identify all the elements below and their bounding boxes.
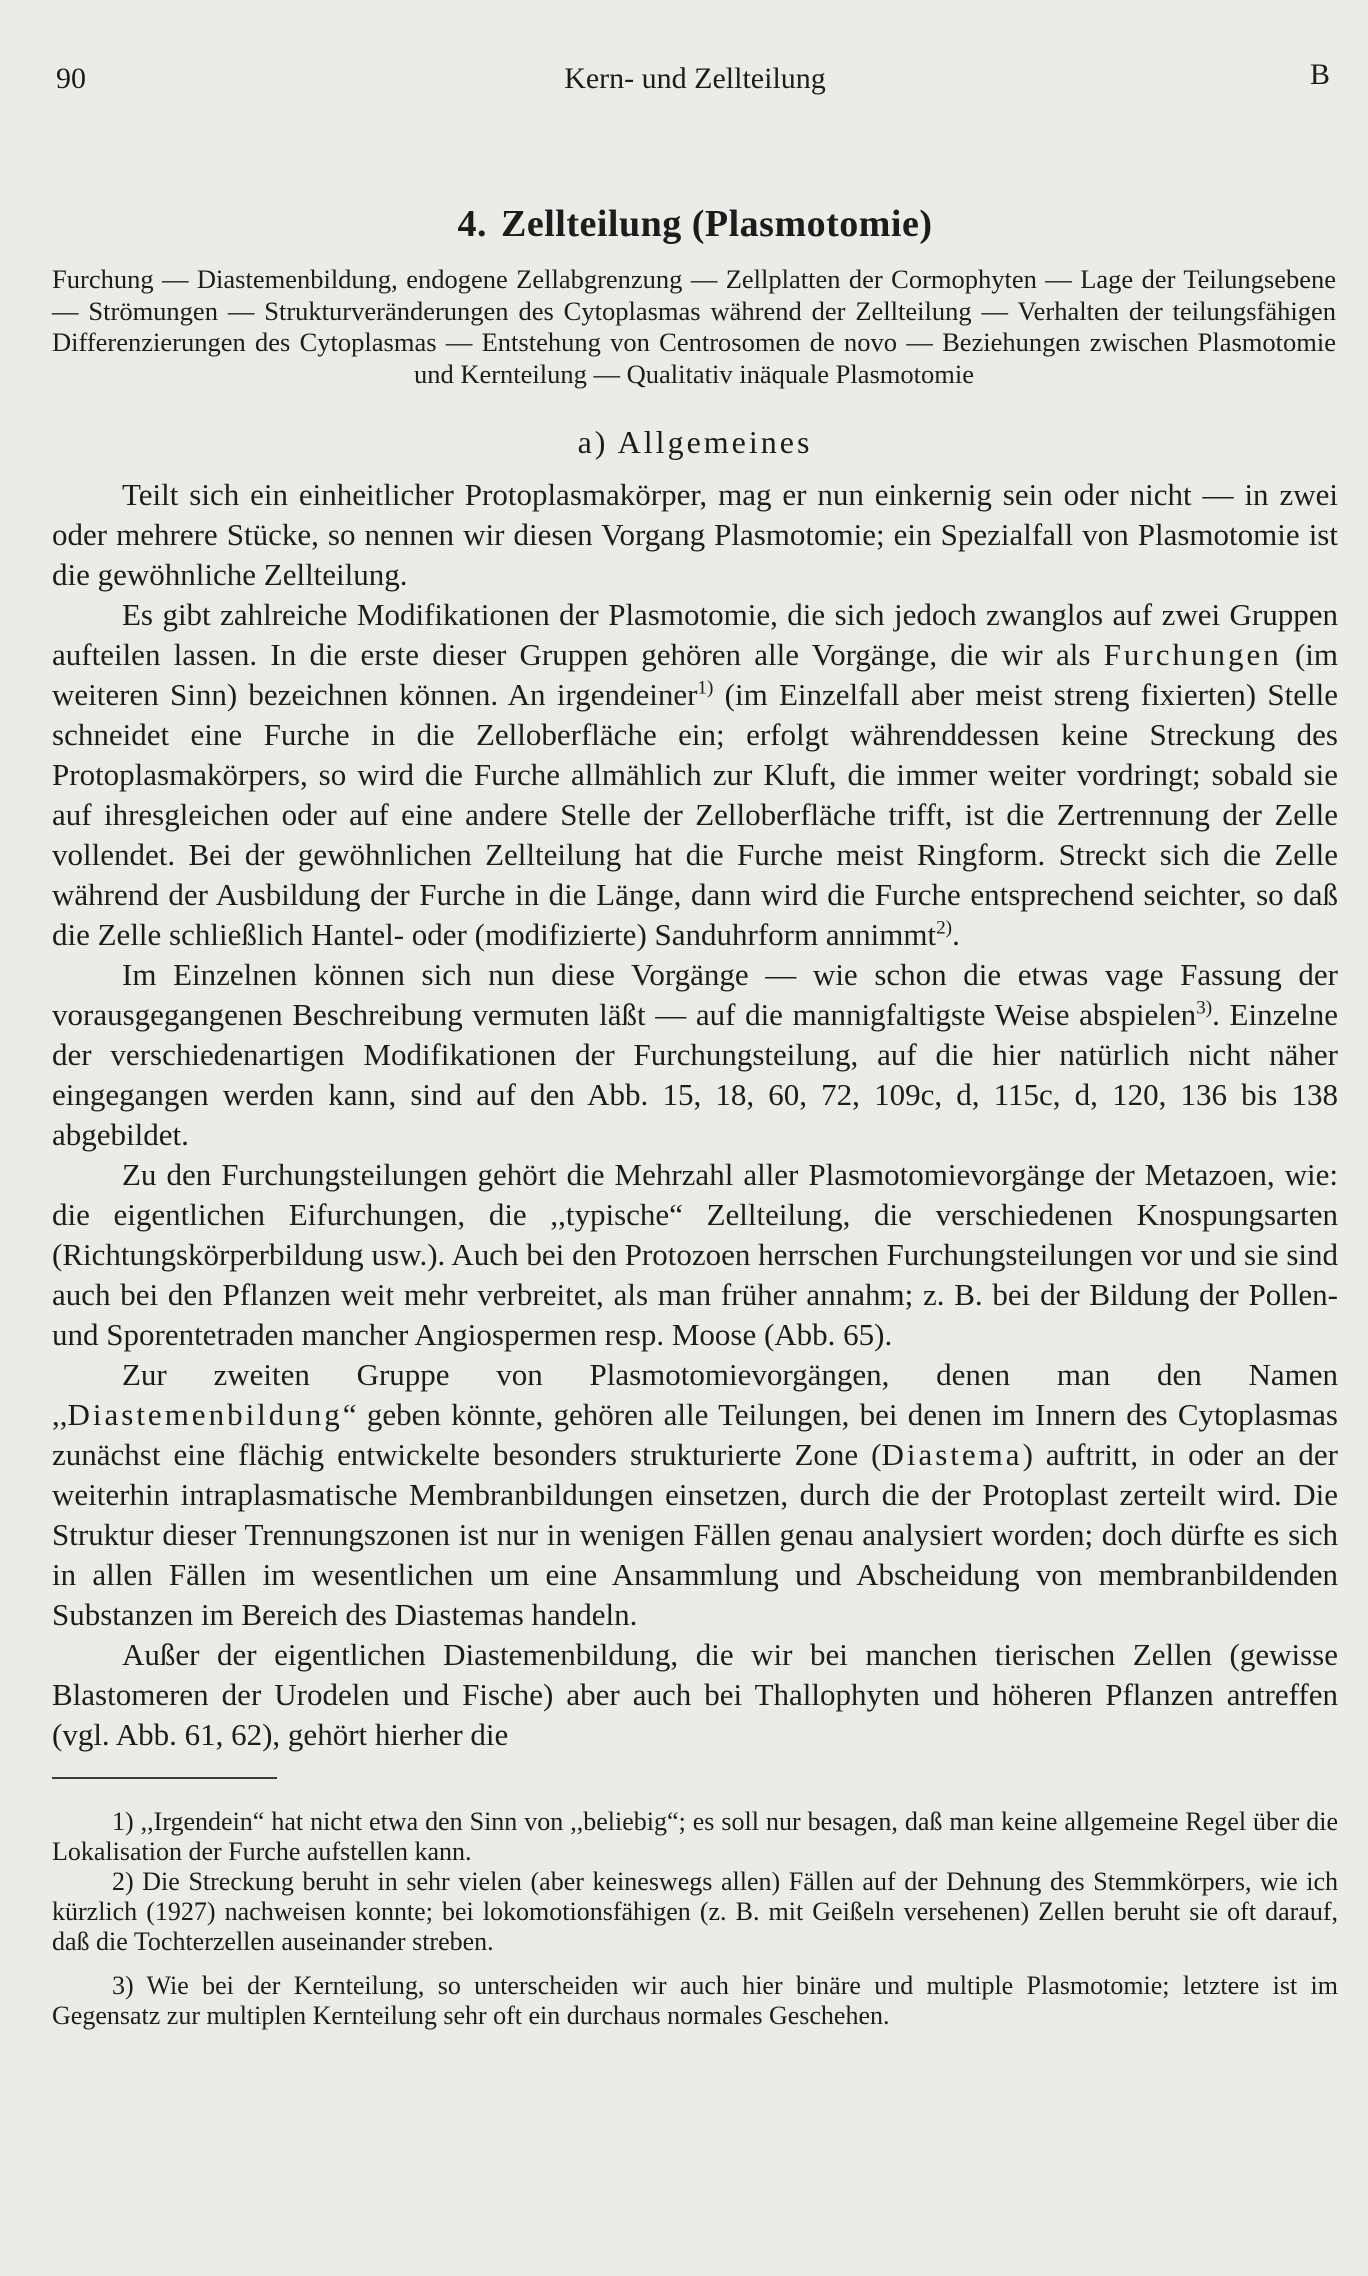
term-furchungen: Furchungen — [1103, 637, 1282, 672]
running-head — [52, 58, 1338, 106]
p5-text-a: Zur zweiten Gruppe von Plasmotomievorgängen, denen man den Namen ,, — [52, 1357, 1338, 1432]
paragraph-2 — [52, 595, 1338, 955]
section-summary: Furchung — Diastemenbildung, endogene Zellabgrenzung — Zellplatten der Cormophyten — Lage der Teilungsebene — Strömungen — Strukturveränderungen des Cytoplasmas während der Zellteilung — Verhalten der teilungsfähigen Differenzierungen des Cytoplasmas — Entstehung von Centrosomen de novo — Beziehungen zwischen Plasmotomie und Kernteilung — Qualitativ inäquale Plasmotomie — [52, 264, 1336, 389]
paragraph-6: Außer der eigentlichen Diastemenbildung, die wir bei manchen tierischen Zellen (gewisse Blastomeren der Urodelen und Fische) aber auch bei Thallophyten und höheren Pflanzen antreffen (vgl. Abb. 61, 62), gehört hierher die — [52, 1637, 1338, 1752]
footnotes — [52, 1807, 1338, 2031]
p2-text-a: Es gibt zahlreiche Modifikationen der Plasmotomie, die sich jedoch zwanglos auf zwei Gruppen aufteilen lassen. In die erste dieser Gruppen gehören alle Vorgänge, die wir als — [52, 597, 1338, 672]
footnote-ref-3: 3) — [1196, 997, 1213, 1019]
section-heading — [52, 202, 1338, 246]
p2-text-c: (im Einzelfall aber meist streng fixierten) Stelle schneidet eine Furche in die Zelloberfläche ein; erfolgt währenddessen keine Streckung des Protoplasmakörpers, so wird die Furche allmählich zur Kluft, die immer weiter vordringt; sobald sie auf ihresgleichen oder auf eine andere Stelle der Zelloberfläche trifft, ist die Zertrennung der Zelle vollendet. Bei der gewöhnlichen Zellteilung hat die Furche meist Ringform. Streckt sich die Zelle während der Ausbildung der Furche in die Länge, dann wird die Furche entsprechend seichter, so daß die Zelle schließlich Hantel- oder (modifizierte) Sanduhrform annimmt — [52, 677, 1338, 952]
paragraph-4: Zu den Furchungsteilungen gehört die Mehrzahl aller Plasmotomievorgänge der Metazoen, wie: die eigentlichen Eifurchungen, die ,,typische“ Zellteilung, die verschiedenen Knospungsarten (Richtungskörperbildung usw.). Auch bei den Protozoen herrschen Furchungsteilungen vor und sie sind auch bei den Pflanzen weit mehr verbreitet, als man früher annahm; z. B. bei der Bildung der Pollen- und Sporentetraden mancher Angiospermen resp. Moose (Abb. 65). — [52, 1157, 1338, 1352]
section-title: Zellteilung (Plasmotomie) — [501, 203, 933, 245]
p3-text-b: . Einzelne der verschiedenartigen Modifikationen der Furchungsteilung, auf die hier natürlich nicht näher eingegangen werden kann, sind auf den Abb. 15, 18, 60, 72, 109c, d, 115c, d, 120, 136 bis 138 abgebildet. — [52, 997, 1338, 1152]
term-diastemenbildung: Diastemenbildung — [67, 1397, 343, 1432]
section-mark: B — [1309, 58, 1330, 91]
footnote-3: 3) Wie bei der Kernteilung, so unterscheiden wir auch hier binäre und multiple Plasmotomie; letztere ist im Gegensatz zur multiplen Kernteilung sehr oft ein durchaus normales Geschehen. — [52, 1971, 1338, 2030]
p3-text-a: Im Einzelnen können sich nun diese Vorgänge — wie schon die etwas vage Fassung der vorausgegangenen Beschreibung vermuten läßt — auf die mannigfaltigste Weise abspielen — [52, 957, 1338, 1032]
p5-text-b: “ geben könnte, gehören alle Teilungen, bei denen im Innern des Cytoplasmas zunächst eine flächig entwickelte besonders strukturierte Zone ( — [52, 1397, 1338, 1472]
running-title: Kern- und Zellteilung — [564, 62, 826, 95]
section-number: 4. — [457, 203, 487, 245]
page-number: 90 — [56, 62, 86, 95]
subsection-heading: a) Allgemeines — [577, 424, 813, 460]
footnote-1: 1) ,,Irgendein“ hat nicht etwa den Sinn von ,,beliebig“; es soll nur besagen, daß man keine allgemeine Regel über die Lokalisation der Furche aufstellen kann. — [52, 1807, 1338, 1866]
paragraph-1: Teilt sich ein einheitlicher Protoplasmakörper, mag er nun einkernig sein oder nicht — in zwei oder mehrere Stücke, so nennen wir diesen Vorgang Plasmotomie; ein Spezialfall von Plasmotomie ist die gewöhnliche Zellteilung. — [52, 477, 1338, 592]
p2-end: . — [952, 917, 960, 952]
paragraph-5 — [52, 1355, 1338, 1635]
footnote-2: 2) Die Streckung beruht in sehr vielen (aber keineswegs allen) Fällen auf der Dehnung des Stemmkörpers, wie ich kürzlich (1927) nachweisen konnte; bei lokomotionsfähigen (z. B. mit Geißeln versehenen) Zellen beruht sie oft darauf, daß die Tochterzellen auseinander streben. — [52, 1867, 1338, 1956]
p5-text-c: ) auftritt, in oder an der weiterhin intraplasmatische Membranbildungen einsetzen, durch die der Protoplast zerteilt wird. Die Struktur dieser Trennungszonen ist nur in wenigen Fällen genau analysiert worden; doch dürfte es sich in allen Fällen im wesentlichen um eine Ansammlung und Abscheidung von membranbildenden Substanzen im Bereich des Diastemas handeln. — [52, 1437, 1338, 1632]
paragraph-3 — [52, 955, 1338, 1155]
body-text — [52, 475, 1338, 1755]
footnote-ref-2: 2) — [936, 917, 953, 939]
footnote-ref-1: 1) — [697, 677, 714, 699]
term-diastema: Diastema — [881, 1437, 1023, 1472]
p2-text-b: (im weiteren Sinn) bezeichnen können. An irgendeiner — [52, 637, 1339, 712]
footnote-divider — [52, 1777, 277, 1779]
